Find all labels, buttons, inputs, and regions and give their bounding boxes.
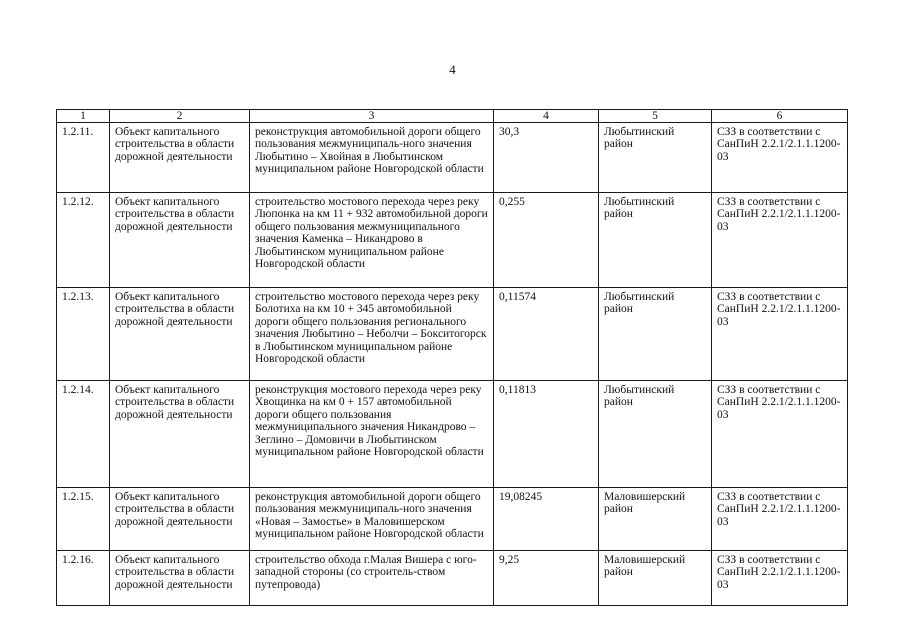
object-zone: СЗЗ в соответствии с СанПиН 2.2.1/2.1.1.1200-03 <box>712 123 848 193</box>
row-number: 1.2.11. <box>57 123 110 193</box>
object-description: строительство обхода г.Малая Вишера с юго-западной стороны (со строитель-ством путепровода) <box>250 551 494 606</box>
row-number: 1.2.14. <box>57 381 110 488</box>
table-row <box>57 193 848 288</box>
object-type: Объект капитального строительства в области дорожной деятельности <box>110 123 250 193</box>
object-type: Объект капитального строительства в области дорожной деятельности <box>110 381 250 488</box>
object-value: 19,08245 <box>494 488 599 551</box>
object-district: Любытинский район <box>599 288 712 381</box>
object-description: реконструкция автомобильной дороги общего пользования межмуниципаль-ного значения Любытино – Хвойная в Любытинском муниципальном районе Новгородской области <box>250 123 494 193</box>
object-district: Маловишерский район <box>599 488 712 551</box>
object-district: Маловишерский район <box>599 551 712 606</box>
table-row <box>57 288 848 381</box>
object-zone: СЗЗ в соответствии с СанПиН 2.2.1/2.1.1.1200-03 <box>712 551 848 606</box>
header-cell: 6 <box>712 110 848 123</box>
object-zone: СЗЗ в соответствии с СанПиН 2.2.1/2.1.1.1200-03 <box>712 193 848 288</box>
header-cell: 2 <box>110 110 250 123</box>
page-number: 4 <box>449 62 456 77</box>
object-type: Объект капитального строительства в области дорожной деятельности <box>110 288 250 381</box>
header-cell: 4 <box>494 110 599 123</box>
object-description: строительство мостового перехода через реку Люпонка на км 11 + 932 автомобильной дороги общего пользования межмуниципального значения Каменка – Никандрово в Любытинском муниципальном районе Новгородской области <box>250 193 494 288</box>
table-row <box>57 123 848 193</box>
objects-table <box>56 109 848 606</box>
object-zone: СЗЗ в соответствии с СанПиН 2.2.1/2.1.1.1200-03 <box>712 288 848 381</box>
object-description: реконструкция мостового перехода через реку Хвощинка на км 0 + 157 автомобильной дороги общего пользования межмуниципального значения Никандрово – Зеглино – Домовичи в Любытинском муниципальном районе Новгородской области <box>250 381 494 488</box>
table-row <box>57 551 848 606</box>
object-value: 0,11813 <box>494 381 599 488</box>
header-cell: 1 <box>57 110 110 123</box>
object-zone: СЗЗ в соответствии с СанПиН 2.2.1/2.1.1.1200-03 <box>712 488 848 551</box>
row-number: 1.2.12. <box>57 193 110 288</box>
table-row <box>57 488 848 551</box>
object-zone: СЗЗ в соответствии с СанПиН 2.2.1/2.1.1.1200-03 <box>712 381 848 488</box>
object-type: Объект капитального строительства в области дорожной деятельности <box>110 193 250 288</box>
object-value: 0,11574 <box>494 288 599 381</box>
object-description: реконструкция автомобильной дороги общего пользования межмуниципаль-ного значения «Новая – Замостье» в Маловишерском муниципальном районе Новгородской области <box>250 488 494 551</box>
table-row <box>57 381 848 488</box>
object-type: Объект капитального строительства в области дорожной деятельности <box>110 488 250 551</box>
header-cell: 5 <box>599 110 712 123</box>
object-description: строительство мостового перехода через реку Болотиха на км 10 + 345 автомобильной дороги общего пользования регионального значения Любытино – Неболчи – Бокситогорск в Любытинском муниципальном районе Новгородской области <box>250 288 494 381</box>
object-value: 9,25 <box>494 551 599 606</box>
object-value: 30,3 <box>494 123 599 193</box>
object-district: Любытинский район <box>599 123 712 193</box>
row-number: 1.2.16. <box>57 551 110 606</box>
object-district: Любытинский район <box>599 193 712 288</box>
row-number: 1.2.13. <box>57 288 110 381</box>
row-number: 1.2.15. <box>57 488 110 551</box>
object-value: 0,255 <box>494 193 599 288</box>
object-district: Любытинский район <box>599 381 712 488</box>
table-header-row <box>57 110 848 123</box>
object-type: Объект капитального строительства в области дорожной деятельности <box>110 551 250 606</box>
header-cell: 3 <box>250 110 494 123</box>
